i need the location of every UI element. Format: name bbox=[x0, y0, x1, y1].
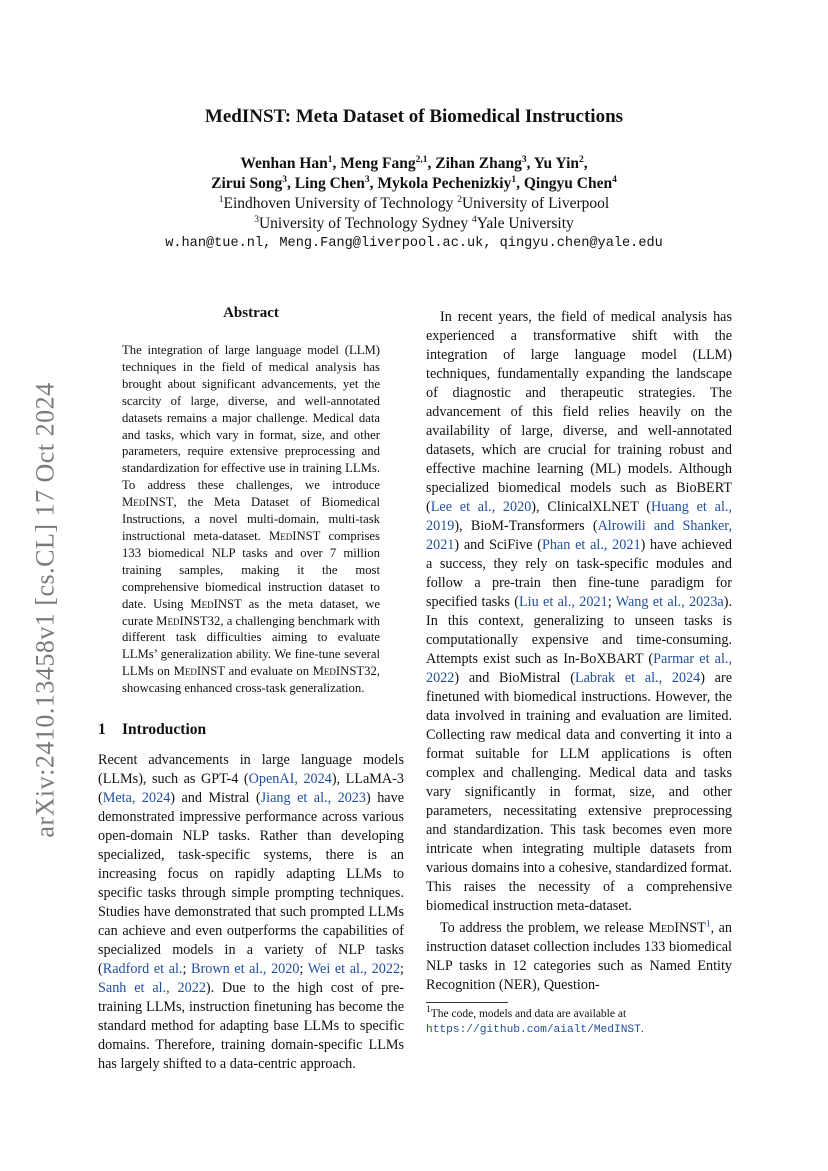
author-name: Mykola Pechenizkiy bbox=[377, 175, 512, 192]
dataset-name: MedINST bbox=[173, 664, 226, 679]
abstract-text: , showcasing enhanced cross-task generalization. bbox=[122, 664, 380, 696]
left-column bbox=[98, 305, 404, 1074]
dataset-name: MedINST bbox=[190, 596, 242, 611]
citation-link[interactable]: Parmar et al., 2022 bbox=[426, 651, 733, 686]
body-text: ; bbox=[607, 594, 616, 610]
body-text: ). In this context, generalizing to unseen tasks is computationally expensive and time-consuming. Attempts exist such as In-BoXBART ( bbox=[426, 594, 733, 667]
body-text: ) and SciFive ( bbox=[454, 537, 542, 553]
author-affil-mark: 3 bbox=[282, 174, 287, 185]
body-text: ) have demonstrated impressive performance across various open-domain NLP tasks. Rather than developing specialized, task-specific systems, there is an increasing focus on rapidly adapting LLMs to specific tasks through simple prompting techniques. Studies have demonstrated that such prompted LLMs can achieve and even outperforms the capabilities of specialized models in a variety of NLP tasks ( bbox=[98, 790, 404, 978]
body-text: In recent years, the field of medical analysis has experienced a transformative shift with the integration of large language model (LLM) techniques, fundamentally expanding the landscape of diagnostic and therapeutic strategies. The advancement of this field relies heavily on the availability of large, diverse, and well-annotated datasets, which are crucial for training robust and effective machine learning (ML) models. Although specialized biomedical models such as BioBERT ( bbox=[426, 309, 732, 515]
affil-mark: 3 bbox=[254, 214, 259, 225]
arxiv-identifier-text: arXiv:2410.13458v1 [cs.CL] 17 Oct 2024 bbox=[31, 382, 61, 838]
body-text: ) and Mistral ( bbox=[170, 790, 261, 807]
section-title: Introduction bbox=[122, 721, 207, 739]
section-number: 1 bbox=[98, 721, 106, 739]
citation-link[interactable]: Radford et al. bbox=[102, 961, 183, 978]
body-text: Recent advancements in large language models (LLMs), such as GPT-4 ( bbox=[98, 752, 404, 788]
author-line-1: Wenhan Han$^1$, Meng Fang$^{2,1}$, Zihan Zhang$^3$, Yu Yin$^2$, bbox=[240, 154, 588, 172]
author-name: Wenhan Han bbox=[240, 155, 328, 172]
body-text: ) are finetuned with biomedical instructions. However, the data involved in training and evaluation are limited. Collecting raw medical data and converting it into a format suitable for LLM applications is often complex and challenging. Medical data and tasks vary significantly in format, size, and other parameters, necessitating extensive preprocessing and standardization. This task becomes even more intricate when integrating multiple datasets from various domains into a cohesive, standardized format. This raises the necessity of a comprehensive biomedical instruction meta-dataset. bbox=[426, 670, 732, 914]
abstract-text: and evaluate on bbox=[225, 664, 313, 679]
citation-link[interactable]: Wang et al., 2023a bbox=[615, 594, 724, 610]
citation-link[interactable]: Huang et al., 2019 bbox=[426, 499, 732, 534]
author-name: Zirui Song bbox=[211, 175, 283, 192]
body-text: ; bbox=[299, 961, 308, 978]
author-line-2: Zirui Song$^3$, Ling Chen$^3$, Mykola Pechenizkiy$^1$, Qingyu Chen$^4$ bbox=[211, 174, 617, 192]
author-block bbox=[0, 154, 828, 254]
body-text: ) have achieved a success, they rely on task-specific modules and follow a pre-train then fine-tune paradigm for specified tasks ( bbox=[426, 537, 732, 610]
abstract-text: The integration of large language model (LLM) techniques in the field of medical analysis has brought about significant advancements, yet the scarcity of large, diverse, and well-annotated datasets remains a major challenge. Medical data and tasks, which vary in format, size, and other parameters, require extensive preprocessing and standardization for effective use in training LLMs. To address these challenges, we introduce bbox=[122, 343, 380, 493]
author-affil-mark: 1 bbox=[327, 154, 333, 165]
abstract-text: , a challenging benchmark with different task difficulties aiming to evaluate LLMs’ generalization ability. We fine-tune several LLMs on bbox=[122, 613, 380, 679]
citation-link[interactable]: Meta, 2024 bbox=[102, 790, 171, 807]
intro-paragraph-3 bbox=[426, 919, 732, 995]
citation-link[interactable]: Liu et al., 2021 bbox=[519, 594, 608, 610]
dataset-name: MedINST bbox=[648, 920, 706, 936]
affiliation-line-1 bbox=[0, 194, 828, 214]
citation-link[interactable]: Alrowili and Shanker, 2021 bbox=[426, 518, 733, 553]
footnote-marker[interactable]: 1 bbox=[705, 919, 711, 930]
abstract-text: comprises 133 biomedical NLP tasks and over 7 million training samples, making it the most comprehensive biomedical instruction dataset to date. Using bbox=[122, 528, 380, 611]
body-text: ), BioM-Transformers ( bbox=[454, 518, 598, 534]
author-affil-mark: 4 bbox=[612, 174, 617, 185]
footnote bbox=[426, 1007, 732, 1038]
citation-link[interactable]: Wei et al., 2022 bbox=[307, 961, 401, 978]
body-text: ), ClinicalXLNET ( bbox=[531, 499, 652, 515]
citation-link[interactable]: Brown et al., 2020 bbox=[191, 961, 300, 978]
author-affil-mark: 3 bbox=[364, 174, 370, 185]
footnote-number: 1 bbox=[426, 1005, 431, 1016]
citation-link[interactable]: Jiang et al., 2023 bbox=[260, 790, 366, 807]
body-text: ; bbox=[400, 961, 404, 978]
author-name: Zihan Zhang bbox=[435, 155, 522, 172]
dataset-name: MedINST32 bbox=[312, 664, 377, 679]
affiliation-line-2 bbox=[0, 214, 828, 234]
footnote-divider bbox=[426, 1002, 508, 1003]
right-column bbox=[426, 305, 732, 1038]
affil-mark: 1 bbox=[218, 194, 224, 205]
paper-title: MedINST: Meta Dataset of Biomedical Instructions bbox=[204, 106, 624, 127]
footnote-text: The code, models and data are available at bbox=[430, 1008, 627, 1020]
body-text: ; bbox=[182, 961, 192, 978]
author-affil-mark: 3 bbox=[521, 154, 527, 165]
author-name: Yu Yin bbox=[533, 155, 580, 172]
intro-paragraph-1 bbox=[98, 751, 404, 1074]
affiliation: University of Technology Sydney bbox=[258, 215, 469, 232]
author-affil-mark: 1 bbox=[511, 174, 517, 185]
affil-mark: 4 bbox=[472, 214, 477, 225]
author-name: Qingyu Chen bbox=[523, 175, 613, 192]
dataset-name: MedINST32 bbox=[156, 613, 221, 628]
author-name: Meng Fang bbox=[340, 155, 416, 172]
section-heading-introduction bbox=[98, 721, 404, 739]
citation-link[interactable]: Phan et al., 2021 bbox=[541, 537, 641, 553]
affil-mark: 2 bbox=[457, 194, 462, 205]
dataset-name: MedINST bbox=[268, 528, 321, 543]
arxiv-identifier bbox=[26, 370, 66, 850]
dataset-name: MedINST bbox=[122, 495, 174, 510]
abstract-text: , the Meta Dataset of Biomedical Instructions, a novel multi-domain, multi-task instructional meta-dataset. bbox=[122, 495, 380, 543]
body-text: To address the problem, we release bbox=[440, 920, 649, 936]
affiliation: University of Liverpool bbox=[461, 195, 610, 212]
affiliation: Eindhoven University of Technology bbox=[223, 195, 454, 212]
author-name: Ling Chen bbox=[294, 175, 365, 192]
abstract-text: as the meta dataset, we curate bbox=[122, 596, 380, 628]
body-text: ). Due to the high cost of pre-training LLMs, instruction finetuning has become the standard method for adapting base LLMs to specific domains. Therefore, training domain-specific LLMs has largely shifted to a data-centric approach. bbox=[98, 980, 404, 1073]
author-emails: w.han@tue.nl, Meng.Fang@liverpool.ac.uk, qingyu.chen@yale.edu bbox=[165, 236, 663, 251]
citation-link[interactable]: Sanh et al., 2022 bbox=[98, 980, 206, 997]
citation-link[interactable]: Labrak et al., 2024 bbox=[574, 670, 701, 686]
body-text: , an instruction dataset collection includes 133 biomedical NLP tasks in 12 categories such as Named Entity Recognition (NER), Question- bbox=[426, 920, 732, 993]
footnote-end: . bbox=[640, 1023, 644, 1035]
abstract-heading: Abstract bbox=[223, 305, 279, 321]
body-text: ) and BioMistral ( bbox=[454, 670, 575, 686]
abstract-body bbox=[122, 342, 380, 697]
body-text: ), LLaMA-3 ( bbox=[98, 771, 404, 807]
citation-link[interactable]: OpenAI, 2024 bbox=[248, 771, 332, 788]
intro-paragraph-2 bbox=[426, 308, 732, 916]
author-affil-mark: 2,1 bbox=[415, 154, 428, 165]
author-affil-mark: 2 bbox=[579, 154, 584, 165]
footnote-url-link[interactable]: https://github.com/aialt/MedINST bbox=[426, 1024, 641, 1036]
citation-link[interactable]: Lee et al., 2020 bbox=[430, 499, 532, 515]
affiliation: Yale University bbox=[476, 215, 574, 232]
